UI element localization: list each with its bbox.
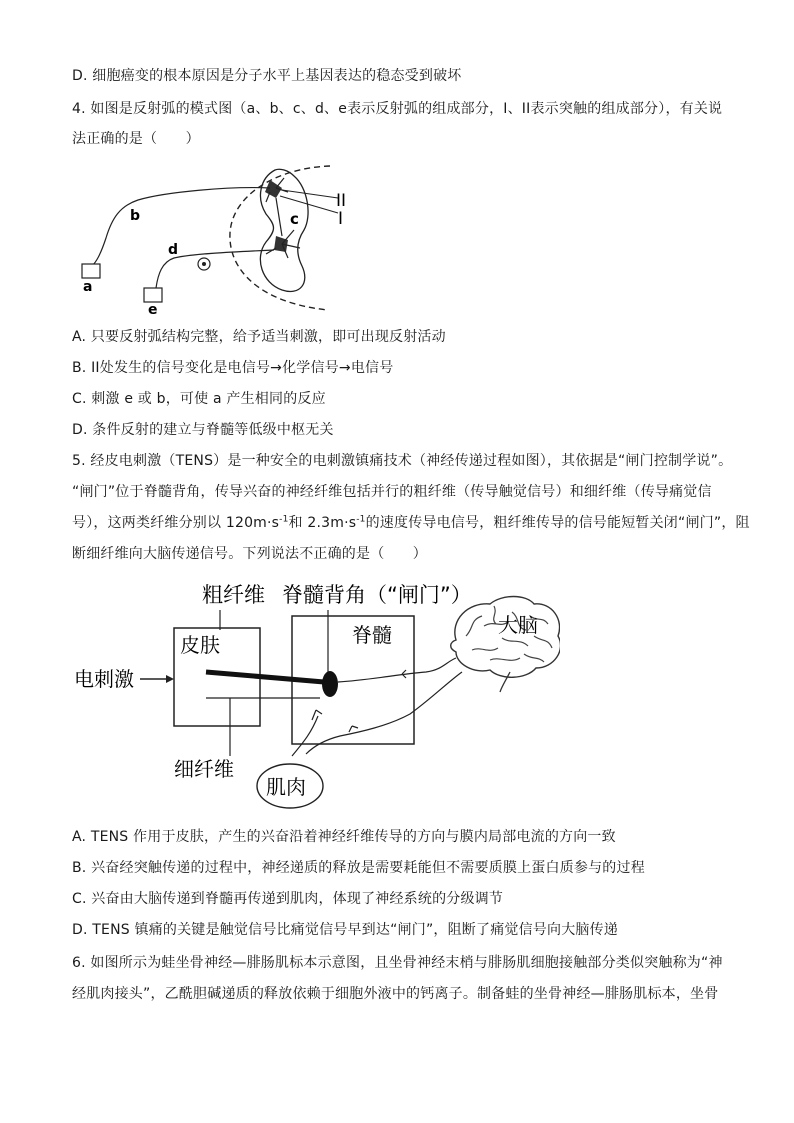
label-stimulus: 电刺激 [74,667,134,691]
q6-stem-line2: 经肌肉接头”，乙酰胆碱递质的释放依赖于细胞外液中的钙离子。制备蛙的坐骨神经—腓肠肌标本，坐骨 [72,986,719,1002]
label-b: b [130,208,141,224]
q6-stem-line1: 6. 如图所示为蛙坐骨神经—腓肠肌标本示意图，且坐骨神经末梢与腓肠肌细胞接触部分类似突触称为“神 [72,955,723,971]
q5-option-c: C. 兴奋由大脑传递到脊髓再传递到肌肉，体现了神经系统的分级调节 [72,891,504,907]
q4-stem-line1: 4. 如图是反射弧的模式图（a、b、c、d、e表示反射弧的组成部分，I、II表示突触的组成部分），有关说 [72,101,723,117]
reflex-arc-figure [70,158,360,318]
q4-option-c: C. 刺激 e 或 b，可使 a 产生相同的反应 [72,391,326,407]
q4-option-d: D. 条件反射的建立与脊髓等低级中枢无关 [72,422,334,438]
label-c: c [290,210,299,228]
label-thick-fiber: 粗纤维 [202,583,265,607]
label-muscle: 肌肉 [266,775,306,799]
q5-stem-line3: 号），这两类纤维分别以 $120m\cdot s^{-1}$和 $2.3m\cdot s^{-1}$的速度传导电信号，粗纤维传导的信号能短暂关闭“闸门”，阻 [72,514,750,531]
label-II: II [336,191,347,211]
label-dorsal-horn: 脊髓背角（“闸门”） [282,583,472,607]
q5-option-d: D. TENS 镇痛的关键是触觉信号比痛觉信号早到达“闸门”，阻断了痛觉信号向大脑传递 [72,922,618,938]
q4-stem-line2: 法正确的是（ ） [72,131,200,147]
q5-option-a: A. TENS 作用于皮肤，产生的兴奋沿着神经纤维传导的方向与膜内局部电流的方向一致 [72,829,616,845]
label-I: I [338,209,344,229]
q5-stem-line2: “闸门”位于脊髓背角，传导兴奋的神经纤维包括并行的粗纤维（传导触觉信号）和细纤维（传导痛觉信 [72,484,712,500]
q5-option-b: B. 兴奋经突触传递的过程中，神经递质的释放是需要耗能但不需要质膜上蛋白质参与的过程 [72,860,645,876]
q4-option-b: B. II处发生的信号变化是电信号→化学信号→电信号 [72,360,394,376]
label-thin-fiber: 细纤维 [174,757,234,781]
label-spinal-cord: 脊髓 [352,623,392,647]
tens-figure [70,576,560,810]
label-d: d [168,242,179,258]
label-e: e [148,302,158,318]
q4-option-a: A. 只要反射弧结构完整，给予适当刺激，即可出现反射活动 [72,329,446,345]
label-a: a [83,279,93,295]
q5-stem-line1: 5. 经皮电刺激（TENS）是一种安全的电刺激镇痛技术（神经传递过程如图），其依据是“闸门控制学说”。 [72,453,733,469]
q5-stem-line4: 断细纤维向大脑传递信号。下列说法不正确的是（ ） [72,546,427,562]
q3-option-d: D. 细胞癌变的根本原因是分子水平上基因表达的稳态受到破坏 [72,68,462,84]
label-skin: 皮肤 [180,633,220,657]
label-brain: 大脑 [498,613,538,637]
